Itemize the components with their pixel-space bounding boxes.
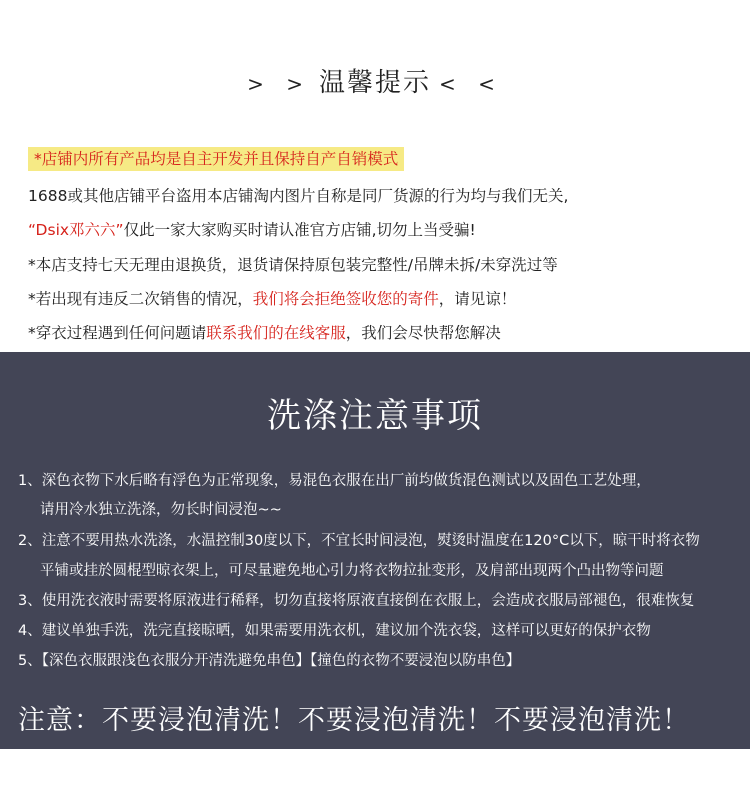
washing-title: 洗涤注意事项: [267, 396, 483, 436]
notice-line-5-red: 我们将会拒绝签收您的寄件: [252, 290, 439, 308]
left-arrows: > >: [247, 72, 311, 96]
wash-item-2-cont: 平铺或挂於圆棍型晾衣架上，可尽量避免地心引力将衣物拉扯变形，及肩部出现两个凸出物等问题: [40, 563, 664, 579]
wash-item-3: 3、使用洗衣液时需要将原液进行稀释，切勿直接将原液直接倒在衣服上，会造成衣服局部褪色，很难恢复: [18, 593, 695, 609]
wash-item-1-cont: 请用冷水独立洗涤，勿长时间浸泡~~: [40, 502, 282, 518]
brand-name: “Dsix邓六六”: [28, 221, 124, 239]
notice-highlight: *店铺内所有产品均是自主开发并且保持自产自销模式: [28, 147, 404, 171]
notice-line-5-b: ，请见谅！: [438, 290, 517, 308]
wash-item-1: 1、深色衣物下水后略有浮色为正常现象，易混色衣服在出厂前均做货混色测试以及固色工艺处理，: [18, 473, 651, 489]
notice-title-text: 温馨提示: [318, 68, 431, 98]
wash-item-2: 2、注意不要用热水洗涤，水温控制30度以下，不宜长时间浸泡，熨烫时温度在120°C以下，晾干时将衣物: [18, 533, 700, 549]
notice-highlight-line: [28, 147, 404, 169]
notice-title: [0, 62, 750, 99]
notice-section: [0, 0, 750, 352]
notice-line-5-a: *若出现有违反二次销售的情况，: [28, 290, 253, 308]
notice-line-4: *本店支持七天无理由退换货，退货请保持原包装完整性/吊牌未拆/未穿洗过等: [28, 256, 558, 274]
notice-line-6-a: *穿衣过程遇到任何问题请: [28, 324, 207, 342]
washing-section: [0, 352, 750, 749]
customer-service-link: 联系我们的在线客服: [206, 324, 346, 342]
notice-line-5: [28, 287, 516, 309]
notice-line-2: 1688或其他店铺平台盗用本店铺淘内图片自称是同厂货源的行为均与我们无关,: [28, 187, 569, 205]
wash-item-5: 5、【深色衣服跟浅色衣服分开清洗避免串色】【撞色的衣物不要浸泡以防串色】: [18, 653, 521, 669]
no-soak-warning: 注意：不要浸泡清洗！不要浸泡清洗！不要浸泡清洗！: [18, 705, 690, 736]
notice-line-6-b: ，我们会尽快帮您解决: [345, 324, 501, 342]
notice-line-3-rest: 仅此一家大家购买时请认准官方店铺,切勿上当受骗!: [123, 221, 476, 239]
notice-line-6: [28, 321, 501, 343]
notice-line-3: [28, 218, 476, 240]
wash-item-4: 4、建议单独手洗，洗完直接晾晒，如果需要用洗衣机，建议加个洗衣袋，这样可以更好的保护衣物: [18, 623, 651, 639]
right-arrows: < <: [439, 72, 503, 96]
